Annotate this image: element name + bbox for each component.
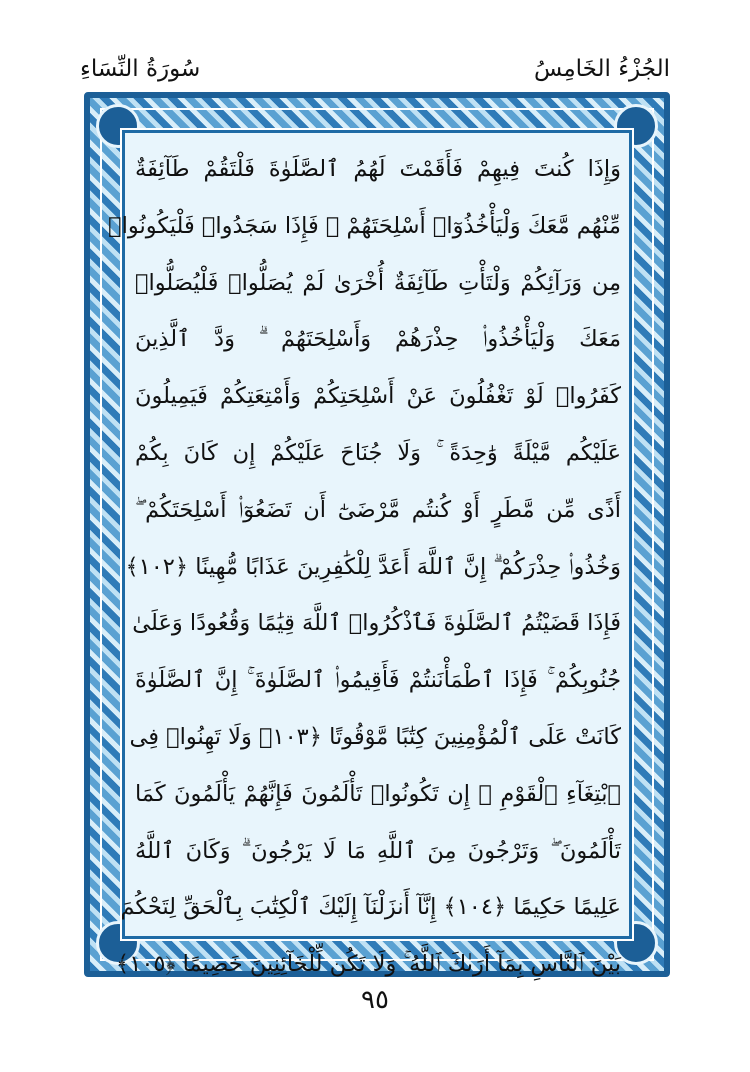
verse-line: وَإِذَا كُنتَ فِيهِمْ فَأَقَمْتَ لَهُمُ ٱلصَّلَوٰةَ فَلْتَقُمْ طَآئِفَةٌ — [135, 156, 621, 182]
verse-line: فَإِذَا قَضَيْتُمُ ٱلصَّلَوٰةَ فَٱذْكُرُوا۟ ٱللَّهَ قِيَٰمًا وَقُعُودًا وَعَلَىٰ — [132, 610, 621, 637]
verse-line: أَذًى مِّن مَّطَرٍ أَوْ كُنتُم مَّرْضَىٰٓ أَن تَضَعُوٓا۟ أَسْلِحَتَكُمْ ۖ — [135, 496, 621, 523]
verse-line: بَيْنَ ٱلنَّاسِ بِمَآ أَرَىٰكَ ٱللَّهُ ۚ وَلَا تَكُن لِّلْخَآئِنِينَ خَصِيمًا ﴿١٠٥﴾ — [116, 951, 621, 978]
verse-line: مِّنْهُم مَّعَكَ وَلْيَأْخُذُوٓا۟ أَسْلِحَتَهُمْ ۖ فَإِذَا سَجَدُوا۟ فَلْيَكُونُوا۟ — [108, 212, 621, 239]
page-header — [0, 52, 750, 92]
verse-line: عَلَيْكُم مَّيْلَةً وَٰحِدَةً ۚ وَلَا جُنَاحَ عَلَيْكُمْ إِن كَانَ بِكُمْ — [135, 439, 621, 466]
verses-block — [108, 141, 621, 993]
text-panel — [108, 130, 632, 978]
verse-line: كَانَتْ عَلَى ٱلْمُؤْمِنِينَ كِتَٰبًا مَّوْقُوتًا ﴿١٠٣﴾ وَلَا تَهِنُوا۟ فِى — [129, 723, 621, 750]
verse-line: وَخُذُوا۟ حِذْرَكُمْ ۗ إِنَّ ٱللَّهَ أَعَدَّ لِلْكَٰفِرِينَ عَذَابًا مُّهِينًا ﴿١٠٢﴾ — [125, 553, 621, 580]
decorative-frame — [84, 92, 670, 977]
juz-name: الجُزْءُ الخَامِسُ — [534, 56, 670, 82]
verse-line: عَلِيمًا حَكِيمًا ﴿١٠٤﴾ إِنَّآ أَنزَلْنَآ إِلَيْكَ ٱلْكِتَٰبَ بِٱلْحَقِّ لِتَحْكُمَ — [120, 894, 621, 921]
verse-line: ٱبْتِغَآءِ ٱلْقَوْمِ ۖ إِن تَكُونُوا۟ تَأْلَمُونَ فَإِنَّهُمْ يَأْلَمُونَ كَمَا — [135, 780, 621, 807]
surah-name: سُورَةُ النِّسَاءِ — [80, 56, 201, 82]
verse-line: مَعَكَ وَلْيَأْخُذُوا۟ حِذْرَهُمْ وَأَسْلِحَتَهُمْ ۗ وَدَّ ٱلَّذِينَ — [135, 326, 621, 353]
verse-line: تَأْلَمُونَ ۖ وَتَرْجُونَ مِنَ ٱللَّهِ مَا لَا يَرْجُونَ ۗ وَكَانَ ٱللَّهُ — [135, 837, 621, 864]
verse-line: جُنُوبِكُمْ ۚ فَإِذَا ٱطْمَأْنَنتُمْ فَأَقِيمُوا۟ ٱلصَّلَوٰةَ ۚ إِنَّ ٱلصَّلَوٰةَ — [135, 667, 621, 694]
verse-line: مِن وَرَآئِكُمْ وَلْتَأْتِ طَآئِفَةٌ أُخْرَىٰ لَمْ يُصَلُّوا۟ فَلْيُصَلُّوا۟ — [135, 269, 621, 296]
page-number: ٩٥ — [361, 985, 389, 1015]
verse-line: كَفَرُوا۟ لَوْ تَغْفُلُونَ عَنْ أَسْلِحَتِكُمْ وَأَمْتِعَتِكُمْ فَيَمِيلُونَ — [135, 383, 621, 410]
